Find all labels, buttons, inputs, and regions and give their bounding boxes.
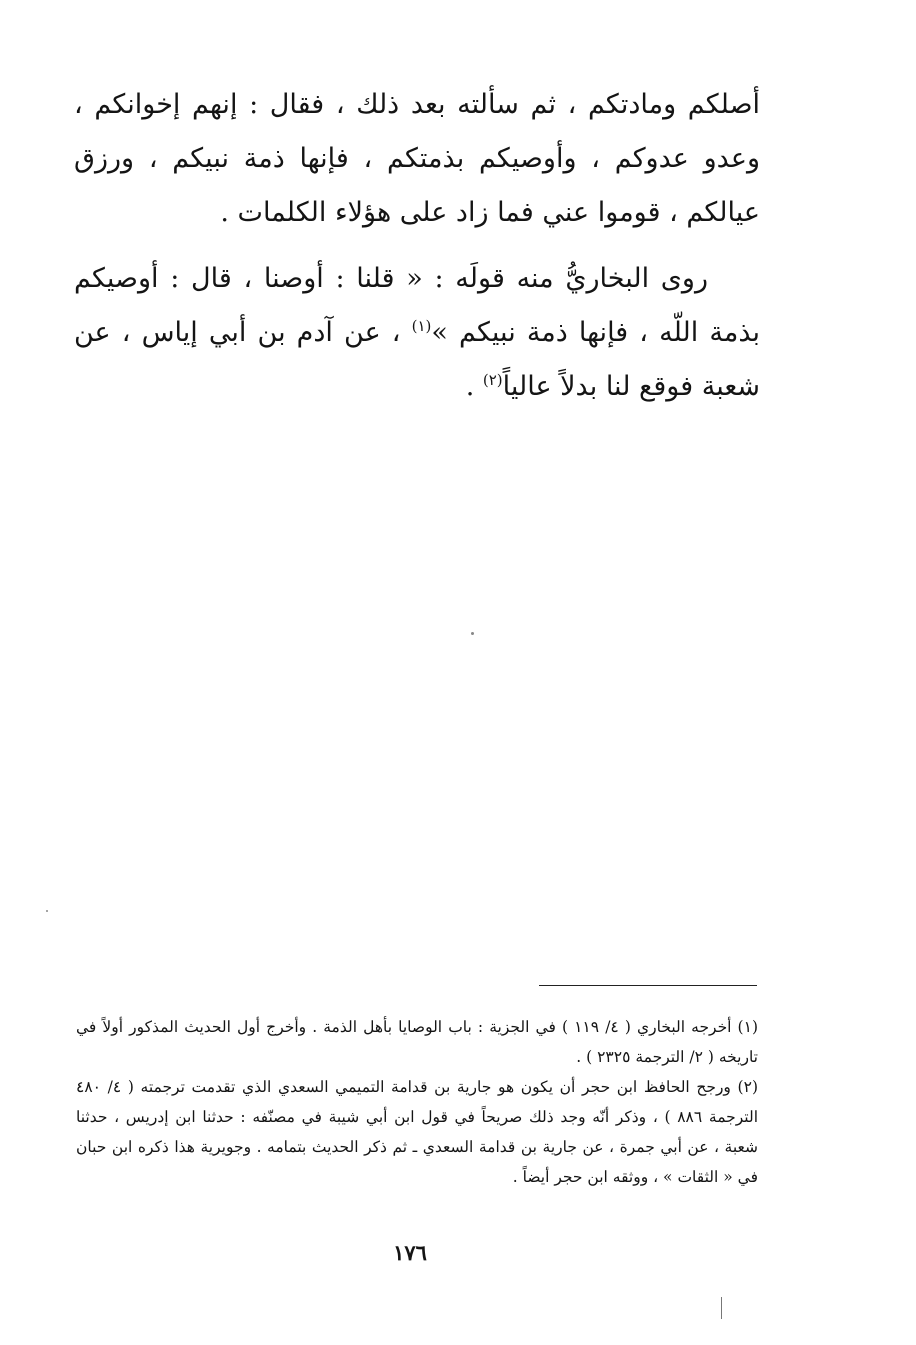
footnote-2: (٢) ورجح الحافظ ابن حجر أن يكون هو جارية بن قدامة التميمي السعدي الذي تقدمت ترجمته ( ٤/ ٤٨٠ الترجمة ٨٨٦ ) ، وذكر أنّه وجد ذلك صريحاً في قول ابن أبي شيبة في مصنّفه : حدثنا ابن إدريس ، حدثنا شعبة ، عن أبي جمرة ، عن جارية بن قدامة السعدي ـ ثم ذكر الحديث بتمامه . وجويرية هذا ذكره ابن حبان في « الثقات » ، ووثقه ابن حجر أيضاً . (76, 1078, 759, 1186)
footnote-ref-1: (١) (411, 317, 432, 335)
paragraph-2-text: روى البخاريُّ منه قولَه : « قلنا : أوصنا ، قال : أوصيكم بذمة اللّه ، فإنها ذمة نبيكم » (74, 263, 760, 348)
paragraph-2-end: . (465, 371, 483, 402)
paragraph-2 (74, 252, 760, 414)
footnote-1: (١) أخرجه البخاري ( ٤/ ١١٩ ) في الجزية : باب الوصايا بأهل الذمة . وأخرج أول الحديث المذكور أولاً في تاريخه ( ٢/ الترجمة ٢٣٢٥ ) . (76, 1018, 758, 1066)
scan-edge-mark (721, 1297, 722, 1319)
footnote-ref-2: (٢) (482, 371, 503, 389)
page-number: ١٧٦ (393, 1240, 427, 1265)
footnote-separator (539, 985, 757, 986)
paragraph-2-mid: ، عن آدم بن أبي إياس ، عن شعبة فوقع لنا بدلاً عالياً (74, 317, 760, 402)
scan-speck (46, 910, 48, 912)
main-text (74, 78, 760, 414)
paragraph-1: أصلكم ومادتكم ، ثم سألته بعد ذلك ، فقال : إنهم إخوانكم ، وعدو عدوكم ، وأوصيكم بذمتكم ، فإنها ذمة نبيكم ، ورزق عيالكم ، قوموا عني فما زاد على هؤلاء الكلمات . (74, 89, 760, 228)
footnotes (76, 1012, 758, 1192)
scan-speck (471, 632, 474, 635)
